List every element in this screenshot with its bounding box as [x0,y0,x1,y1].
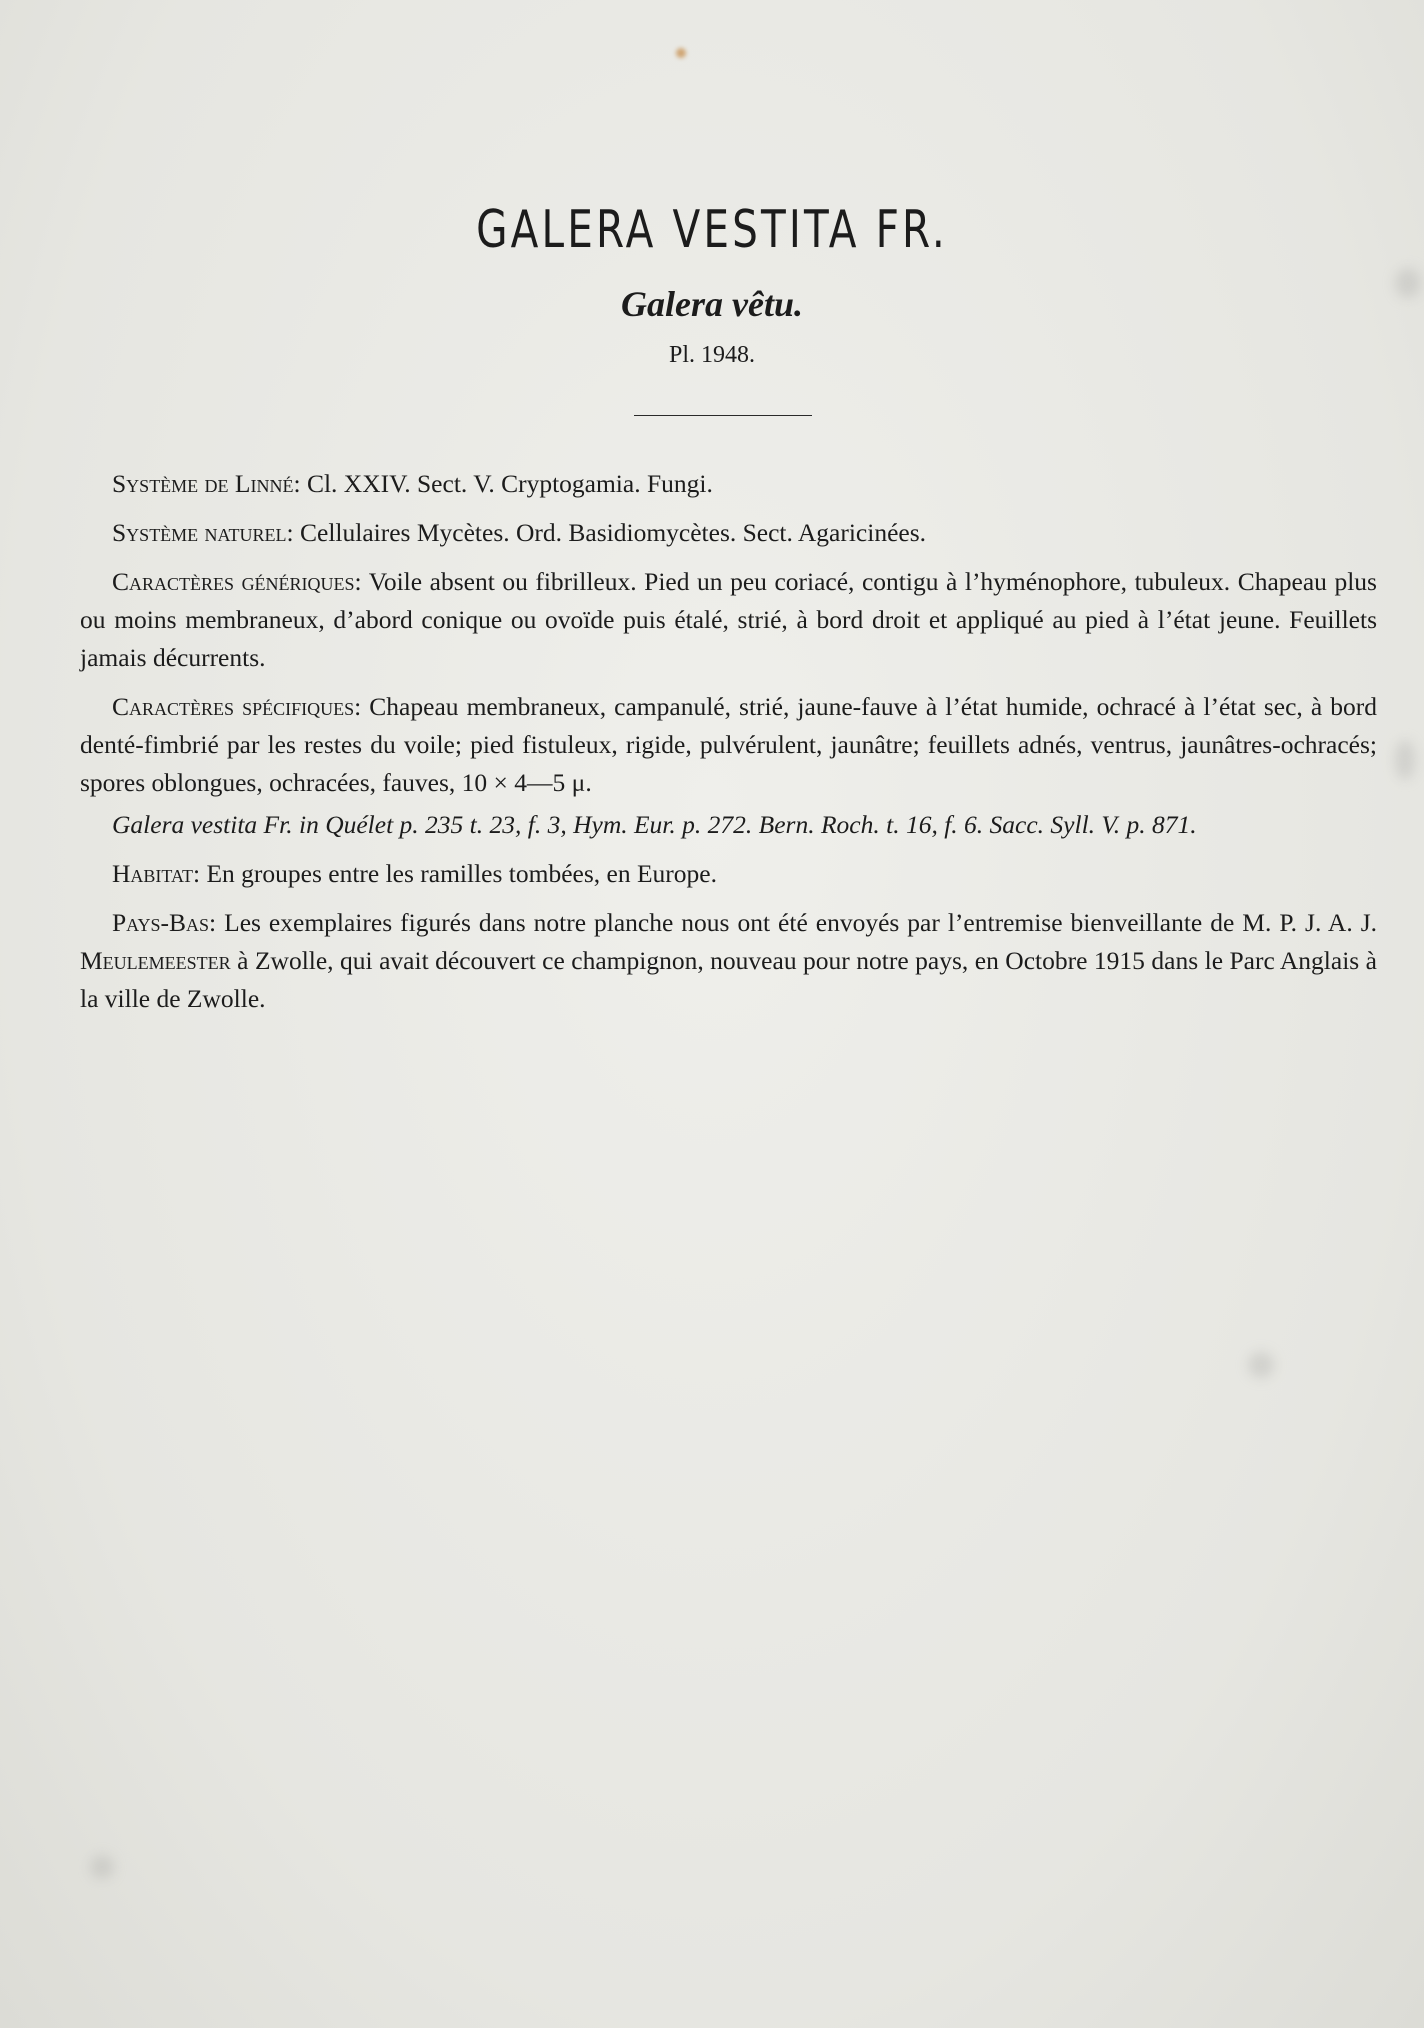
label-paysbas: Pays-Bas: [112,908,217,937]
paragraph-habitat [80,855,1377,893]
paragraph-paysbas [80,904,1377,1018]
person-name: Meulemeester [80,946,231,975]
paper-stain [90,1855,114,1879]
paper-stain [1248,1352,1274,1378]
label-linne: Système de Linné: [112,469,301,498]
label-generiques: Caractères génériques: [112,567,362,596]
page-title: GALERA VESTITA FR. [476,200,948,260]
label-naturel: Système naturel: [112,518,294,547]
label-specifiques: Caractères spécifiques: [112,692,362,721]
text-specifiques: Chapeau membraneux, campanulé, strié, jaune-fauve à l’état humide, ochracé à l’état sec, à bord denté-fimbrié par les restes du voile; pied fistuleux, rigide, pulvérulent, jaunâtre; feuillets adnés, ventrus, jaunâtres-ochracés; spores oblongues, ochracées, fauves, 10 × 4—5 μ. [80,692,1377,797]
paragraph-specifiques [80,688,1377,802]
page-subtitle: Galera vêtu. [621,284,803,324]
text-naturel: Cellulaires Mycètes. Ord. Basidiomycètes. Sect. Agaricinées. [293,518,927,547]
paragraph-references [80,806,1377,844]
paragraph-linne [80,465,1377,503]
title-divider [634,415,812,416]
text-habitat: En groupes entre les ramilles tombées, en Europe. [200,859,717,888]
text-references: Galera vestita Fr. in Quélet p. 235 t. 23, f. 3, Hym. Eur. p. 272. Bern. Roch. t. 16, f. 6. Sacc. Syll. V. p. 871. [112,810,1197,839]
text-paysbas-after: à Zwolle, qui avait découvert ce champignon, nouveau pour notre pays, en Octobre 1915 dans le Parc Anglais à la ville de Zwolle. [80,946,1377,1013]
text-generiques: Voile absent ou fibrilleux. Pied un peu coriacé, contigu à l’hyménophore, tubuleux. Chapeau plus ou moins membraneux, d’abord conique ou ovoïde puis étalé, strié, à bord droit et appliqué au pied à l’état jeune. Feuillets jamais décurrents. [80,567,1377,672]
label-habitat: Habitat: [112,859,201,888]
text-paysbas-before: Les exemplaires figurés dans notre planche nous ont été envoyés par l’entremise bienveillante de M. P. J. A. J. [216,908,1377,937]
text-linne: Cl. XXIV. Sect. V. Cryptogamia. Fungi. [300,469,713,498]
paragraph-generiques [80,563,1377,677]
paper-stain [676,48,686,58]
paper-stain [1395,740,1415,780]
paragraph-naturel [80,514,1377,552]
document-body [80,465,1377,1029]
plate-number: Pl. 1948. [668,342,755,368]
